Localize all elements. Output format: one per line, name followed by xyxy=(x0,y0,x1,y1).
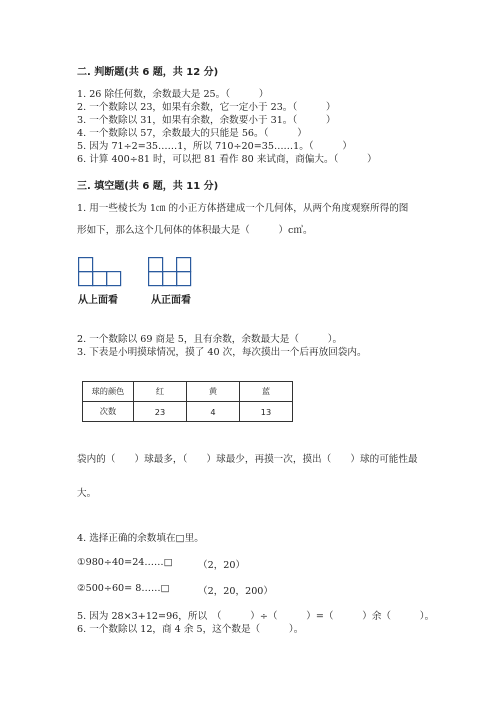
ball-count-table xyxy=(82,381,293,422)
table-row xyxy=(83,382,293,402)
judge-item-5: 5. 因为 71÷2=35……1，所以 710÷20=35……1。（ ） xyxy=(77,141,353,152)
table-cell: 红 xyxy=(134,382,187,402)
front-view-figure xyxy=(148,257,202,289)
section-2-title: 二. 判断题(共 6 题，共 12 分) xyxy=(77,67,219,78)
fill-q4-a: ①980÷40=24……□ xyxy=(77,557,173,568)
fill-q3-blanks-line1: 袋内的（ ）球最多，（ ）球最少，再摸一次，摸出（ ）球的可能性最 xyxy=(77,454,418,465)
judge-item-1: 1. 26 除任何数，余数最大是 25。（ ） xyxy=(77,89,269,100)
fill-q1-line1: 1. 用一些棱长为 1㎝ 的小正方体搭建成一个几何体，从两个角度观察所得的图 xyxy=(77,203,409,214)
top-view-caption: 从上面看 xyxy=(78,295,118,306)
table-cell: 23 xyxy=(134,402,187,422)
table-cell: 次数 xyxy=(83,402,134,422)
fill-q5: 5. 因为 28×3+12=96，所以 （ ）÷（ ）=（ ）余（ ）。 xyxy=(77,611,435,622)
judge-item-6: 6. 计算 400÷81 时，可以把 81 看作 80 来试商，商偏大。（ ） xyxy=(77,154,377,165)
table-cell: 黄 xyxy=(187,382,240,402)
table-cell: 蓝 xyxy=(240,382,293,402)
table-cell: 13 xyxy=(240,402,293,422)
fill-q4-a-options: （2，20） xyxy=(198,560,246,571)
judge-item-4: 4. 一个数除以 57，余数最大的只能是 56。（ ） xyxy=(77,128,307,139)
table-cell: 4 xyxy=(187,402,240,422)
judge-item-3: 3. 一个数除以 31，如果有余数，余数要小于 31。（ ） xyxy=(77,115,336,126)
fill-q3-blanks-line2: 大。 xyxy=(77,488,97,499)
fill-q4: 4. 选择正确的余数填在□里。 xyxy=(77,533,204,544)
top-view-figure xyxy=(78,257,132,289)
table-cell: 球的颜色 xyxy=(83,382,134,402)
fill-q4-b-options: （2，20，200） xyxy=(198,586,273,597)
fill-q4-b: ②500÷60= 8……□ xyxy=(77,583,170,594)
front-view-caption: 从正面看 xyxy=(151,295,191,306)
fill-q1-line2: 形如下，那么这个几何体的体积最大是（ ）c㎥。 xyxy=(77,225,313,236)
section-3-title: 三. 填空题(共 6 题，共 11 分) xyxy=(77,181,219,192)
judge-item-2: 2. 一个数除以 23，如果有余数，它一定小于 23。（ ） xyxy=(77,102,336,113)
table-row xyxy=(83,402,293,422)
fill-q6: 6. 一个数除以 12，商 4 余 5，这个数是（ ）。 xyxy=(77,624,304,635)
fill-q2: 2. 一个数除以 69 商是 5，且有余数，余数最大是（ ）。 xyxy=(77,334,343,345)
fill-q3: 3. 下表是小明摸球情况，摸了 40 次，每次摸出一个后再放回袋内。 xyxy=(77,347,367,358)
